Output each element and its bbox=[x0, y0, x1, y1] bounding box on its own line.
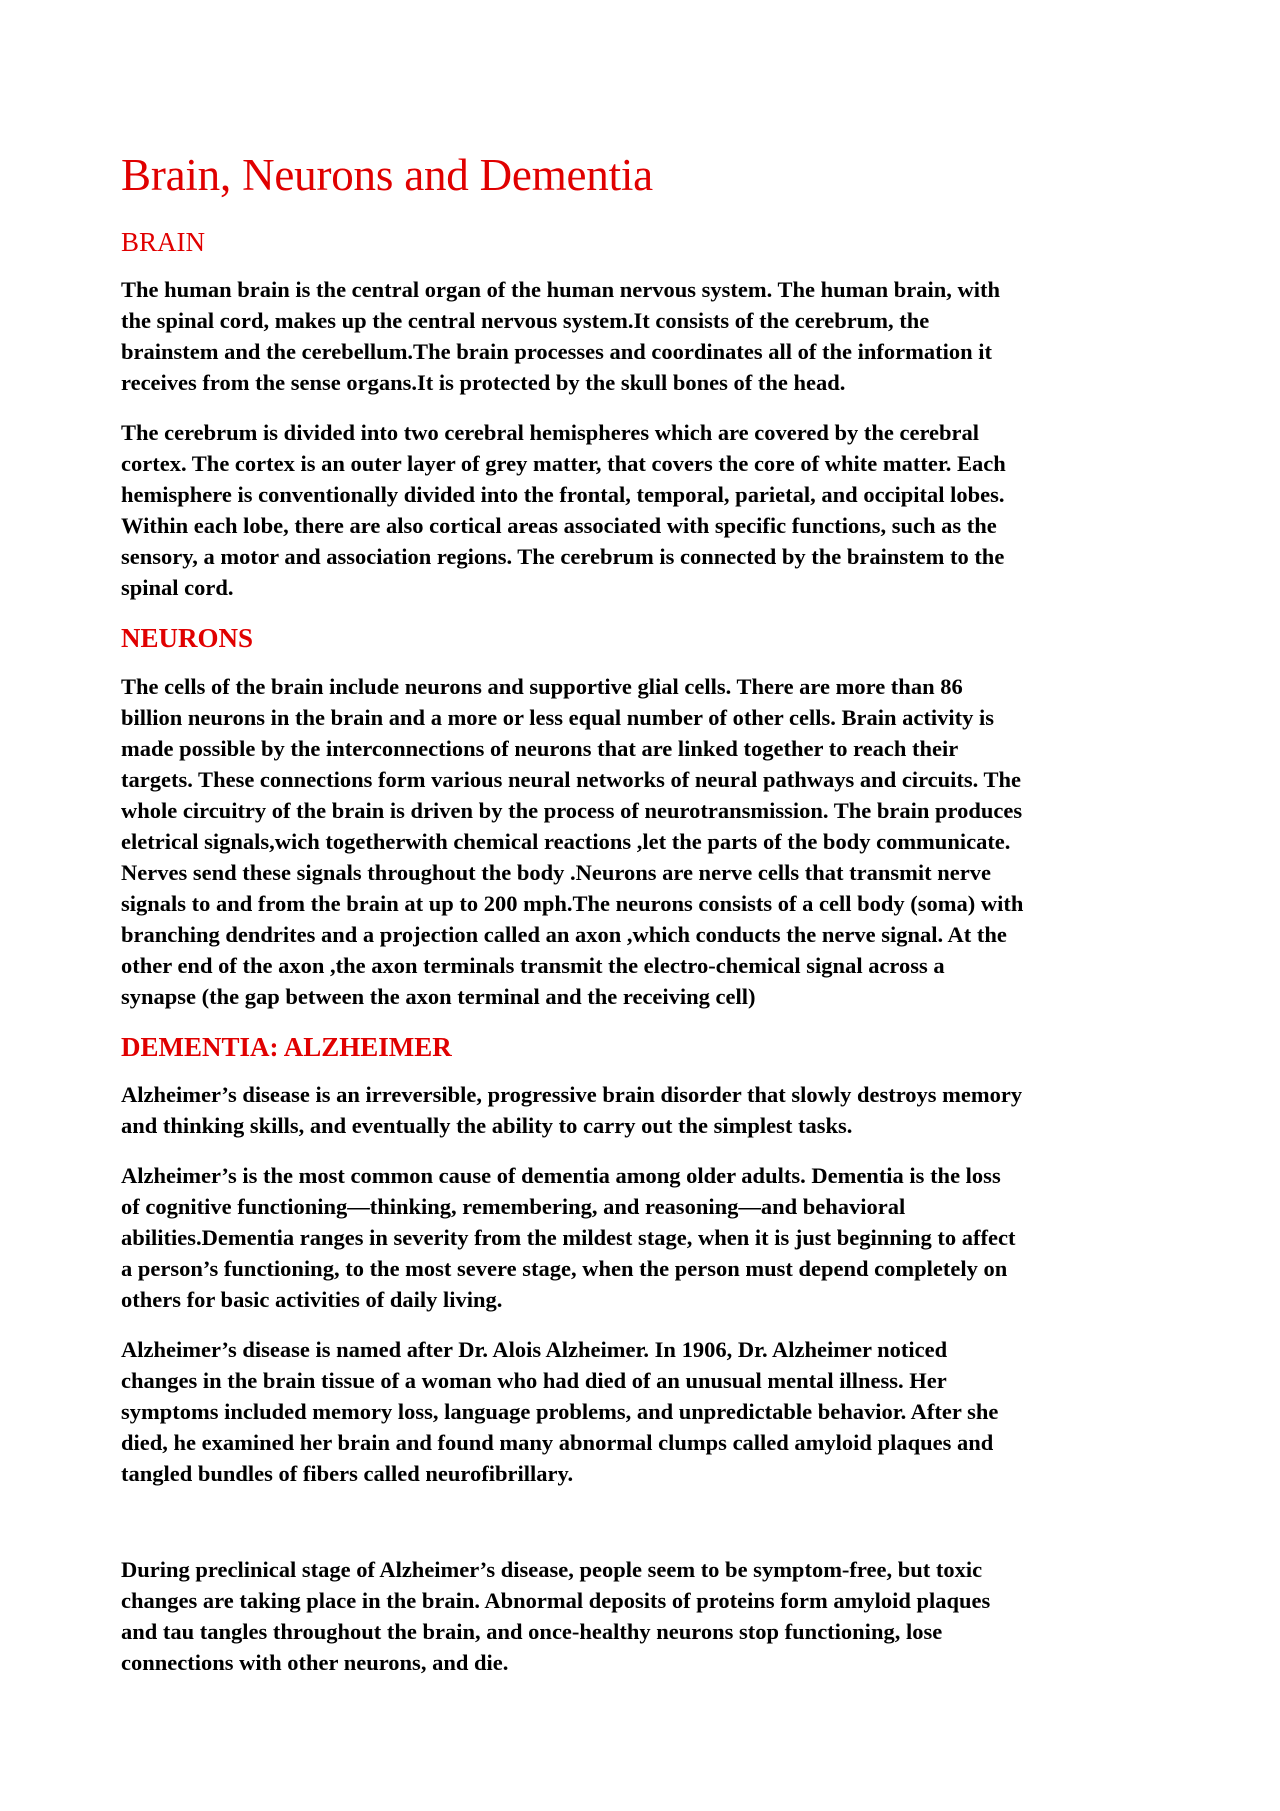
page-title: Brain, Neurons and Dementia bbox=[121, 150, 653, 200]
section-heading-dementia: DEMENTIA: ALZHEIMER bbox=[121, 1031, 452, 1062]
neurons-paragraph-1: The cells of the brain include neurons and supportive glial cells. There are more than 86 billion neurons in the brain and a more or less equal number of other cells. Brain activity is made possible by the interconnections of neurons that are linked together to reach their targets. These connections form various neural networks of neural pathways and circuits. The whole circuitry of the brain is driven by the process of neurotransmission. The brain produces eletrical signals,wich togetherwith chemical reactions ,let the parts of the body communicate. Nerves send these signals throughout the body .Neurons are nerve cells that transmit nerve signals to and from the brain at up to 200 mph.The neurons consists of a cell body (soma) with branching dendrites and a projection called an axon ,which conducts the nerve signal. At the other end of the axon ,the axon terminals transmit the electro-chemical signal across a synapse (the gap between the axon terminal and the receiving cell) bbox=[121, 673, 1024, 1009]
dementia-paragraph-4: During preclinical stage of Alzheimer’s disease, people seem to be symptom-free, but toxic changes are taking place in the brain. Abnormal deposits of proteins form amyloid plaques and tau tangles throughout the brain, and once-healthy neurons stop functioning, lose connections with other neurons, and die. bbox=[121, 1556, 991, 1675]
brain-paragraph-2: The cerebrum is divided into two cerebral hemispheres which are covered by the cerebral cortex. The cortex is an outer layer of grey matter, that covers the core of white matter. Each hemisphere is conventionally divided into the frontal, temporal, parietal, and occipital lobes. Within each lobe, there are also cortical areas associated with specific functions, such as the sensory, a motor and association regions. The cerebrum is connected by the brainstem to the spinal cord. bbox=[121, 420, 1006, 601]
paragraph-spacer bbox=[121, 1508, 1171, 1554]
dementia-paragraph-1: Alzheimer’s disease is an irreversible, progressive brain disorder that slowly destroys memory and thinking skills, and eventually the ability to carry out the simplest tasks. bbox=[121, 1081, 1023, 1138]
brain-paragraph-1: The human brain is the central organ of the human nervous system. The human brain, with the spinal cord, makes up the central nervous system.It consists of the cerebrum, the brainstem and the cerebellum.The brain processes and coordinates all of the information it receives from the sense organs.It is protected by the skull bones of the head. bbox=[121, 277, 1001, 396]
section-heading-brain: BRAIN bbox=[121, 226, 206, 257]
section-heading-neurons: NEURONS bbox=[121, 623, 254, 654]
document-page bbox=[121, 150, 1171, 1697]
dementia-paragraph-2: Alzheimer’s is the most common cause of dementia among older adults. Dementia is the loss of cognitive functioning—thinking, remembering, and reasoning—and behavioral abilities.Dementia ranges in severity from the mildest stage, when it is just beginning to affect a person’s functioning, to the most severe stage, when the person must depend completely on others for basic activities of daily living. bbox=[121, 1162, 1016, 1312]
dementia-paragraph-3: Alzheimer’s disease is named after Dr. Alois Alzheimer. In 1906, Dr. Alzheimer noticed changes in the brain tissue of a woman who had died of an unusual mental illness. Her symptoms included memory loss, language problems, and unpredictable behavior. After she died, he examined her brain and found many abnormal clumps called amyloid plaques and tangled bundles of fibers called neurofibrillary. bbox=[121, 1336, 999, 1486]
